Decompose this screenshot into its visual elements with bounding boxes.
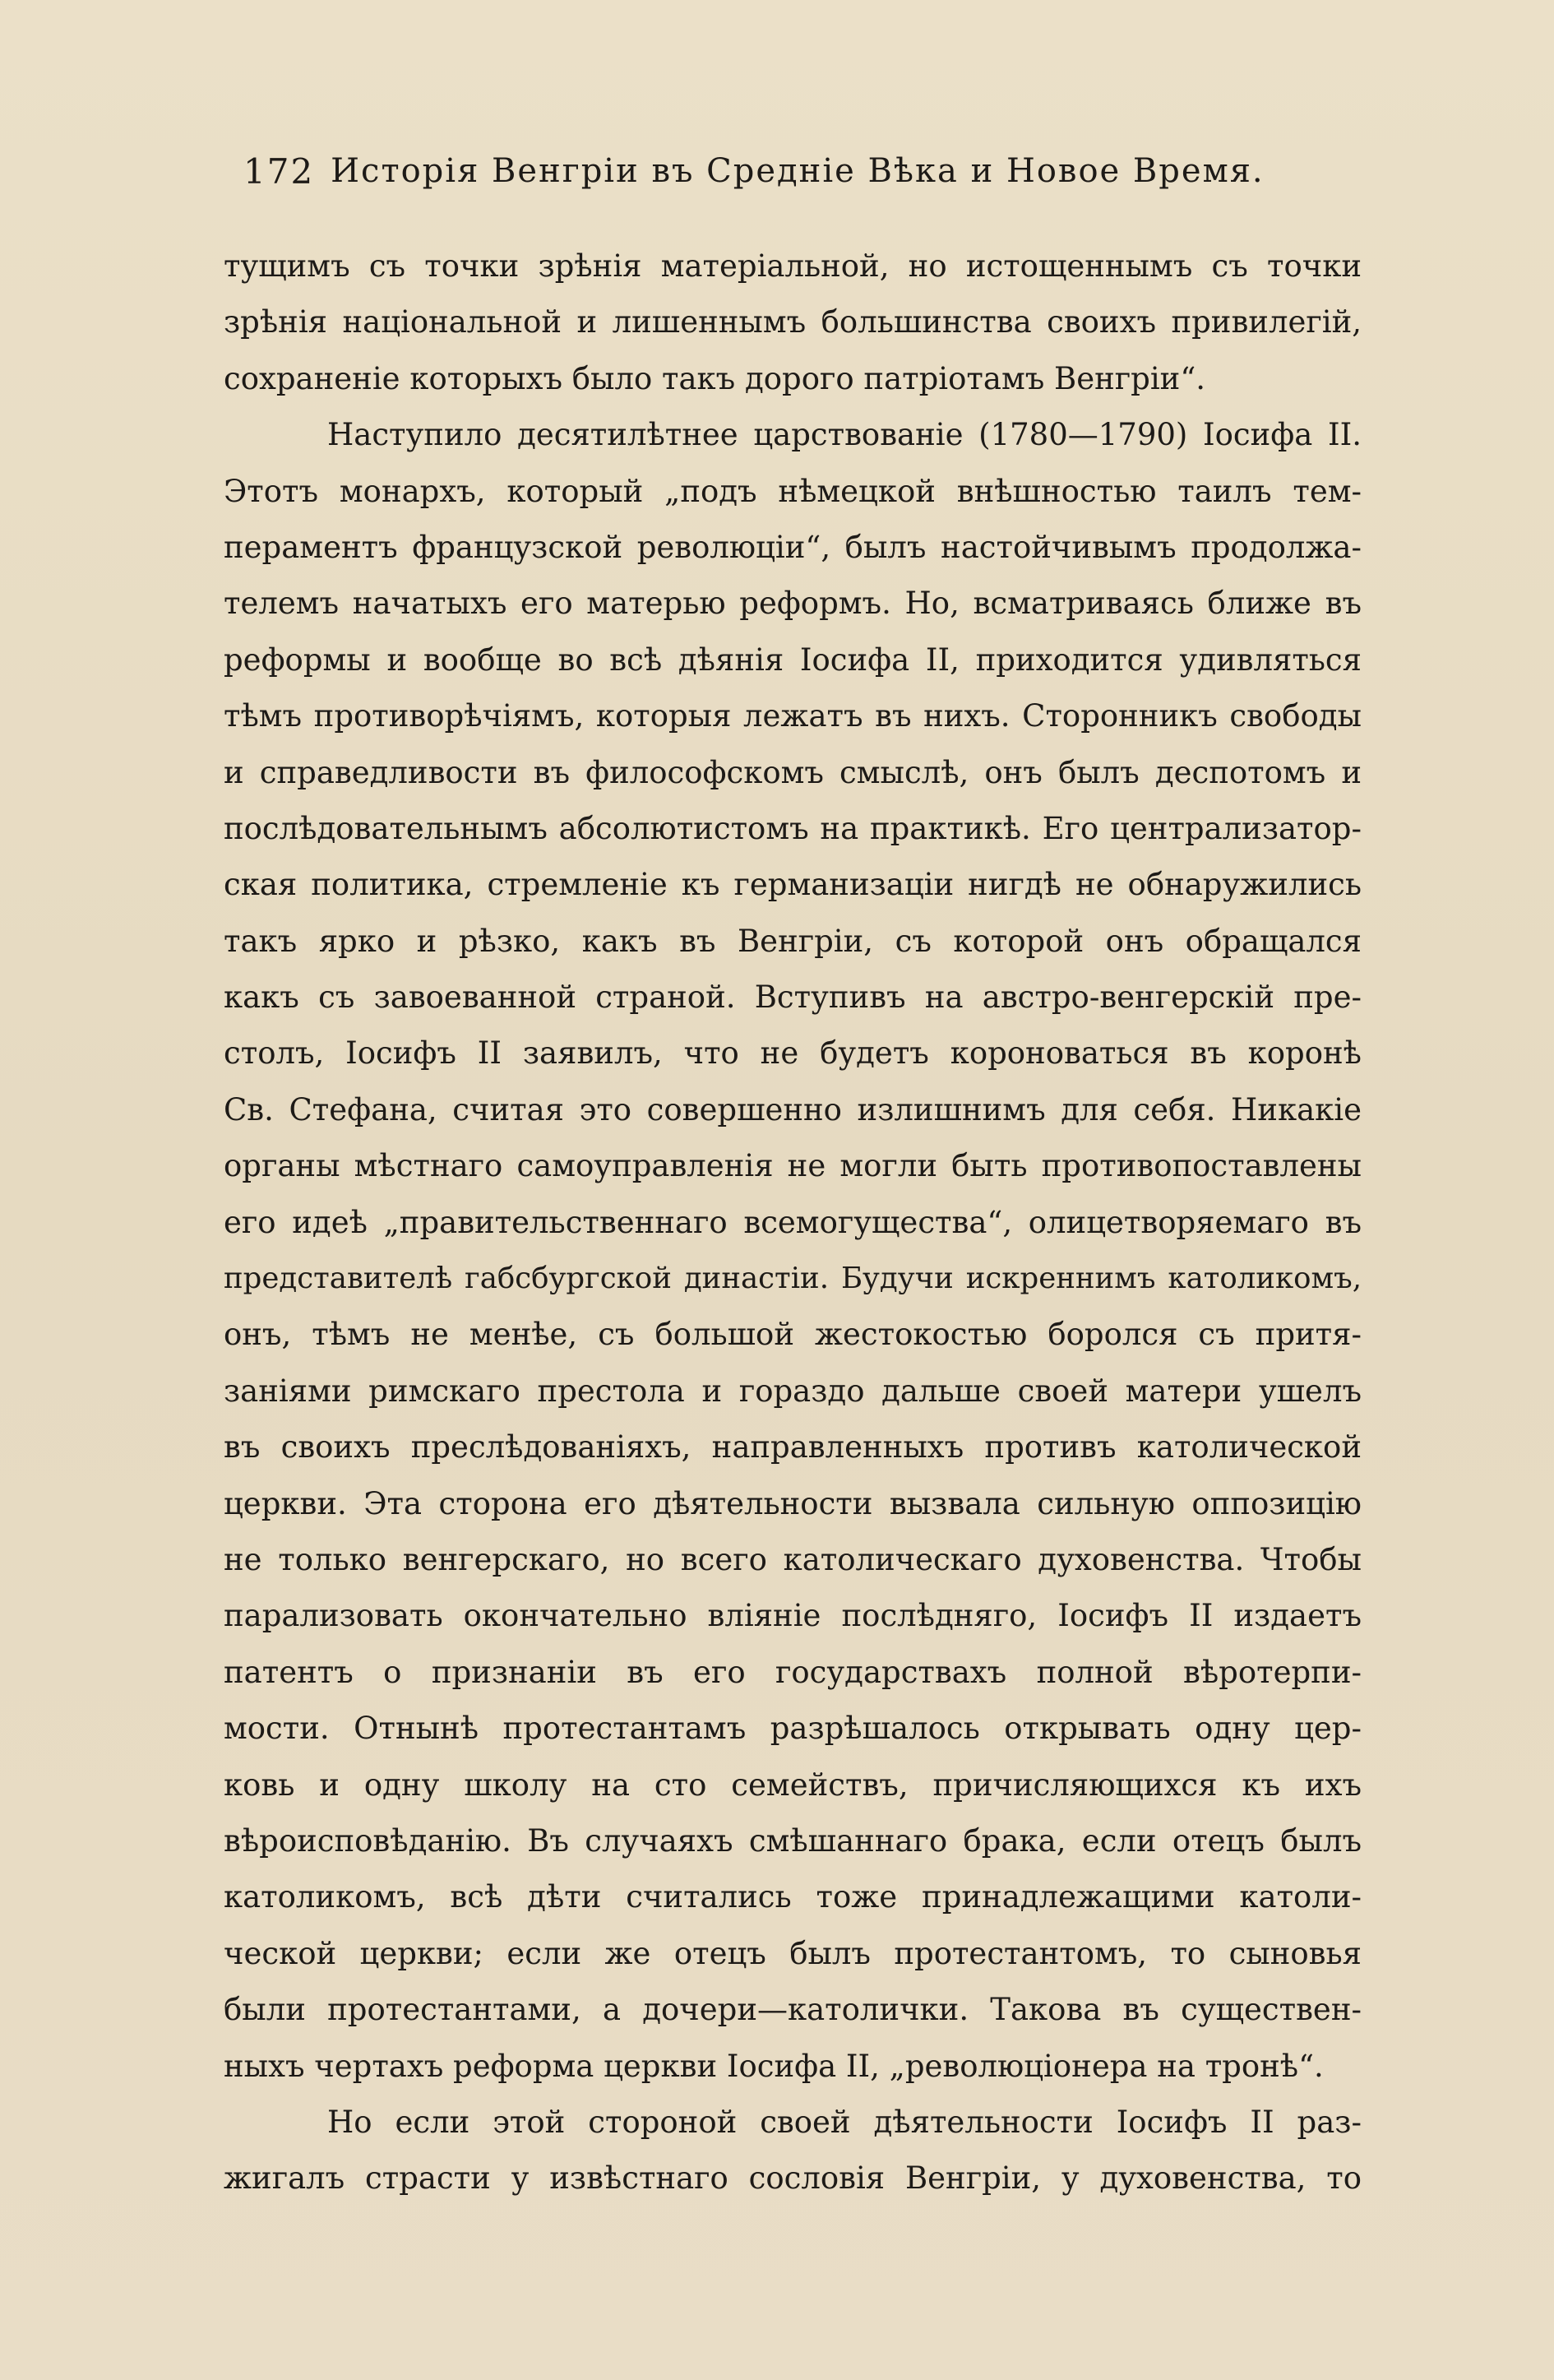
text-line: и справедливости въ философскомъ смыслѣ, онъ былъ деспотомъ и (224, 754, 1362, 790)
text-line: сохраненіе которыхъ было такъ дорого патріотамъ Венгріи“. (224, 360, 1206, 396)
text-line: ская политика, стремленіе къ германизаціи нигдѣ не обнаружились (224, 867, 1362, 903)
running-title: Исторія Венгріи въ Средніе Вѣка и Новое Время. (331, 152, 1265, 190)
text-line: Св. Стефана, считая это совершенно излишнимъ для себя. Никакіе (224, 1091, 1362, 1127)
text-line: жигалъ страсти у извѣстнаго сословія Венгріи, у духовенства, то (224, 2160, 1362, 2197)
text-line: церкви. Эта сторона его дѣятельности вызвала сильную оппозицію (224, 1485, 1362, 1521)
body-text (224, 238, 1362, 2207)
text-line: реформы и вообще во всѣ дѣянія Іосифа II, приходится удивляться (224, 641, 1362, 678)
text-line: Наступило десятилѣтнее царствованіе (1780—1790) Іосифа II. (327, 417, 1362, 453)
text-line: ковь и одну школу на сто семействъ, причисляющихся къ ихъ (224, 1766, 1362, 1803)
page-number: 172 (243, 150, 315, 192)
text-line: телемъ начатыхъ его матерью реформъ. Но, всматриваясь ближе въ (224, 586, 1362, 622)
text-line: органы мѣстнаго самоуправленія не могли быть противопоставлены (224, 1148, 1362, 1184)
text-line: послѣдовательнымъ абсолютистомъ на практикѣ. Его централизатор- (224, 810, 1362, 846)
text-line: въ своихъ преслѣдованіяхъ, направленныхъ противъ католической (224, 1429, 1362, 1466)
page-header (243, 146, 1263, 196)
text-line: вѣроисповѣданію. Въ случаяхъ смѣшаннаго брака, если отецъ былъ (224, 1822, 1362, 1859)
text-line: мости. Отнынѣ протестантамъ разрѣшалось открывать одну цер- (224, 1711, 1362, 1747)
text-line: парализовать окончательно вліяніе послѣдняго, Іосифъ II издаетъ (224, 1598, 1362, 1634)
text-line: онъ, тѣмъ не менѣе, съ большой жестокостью боролся съ притя- (224, 1317, 1362, 1353)
text-line: Но если этой стороной своей дѣятельности Іосифъ II раз- (327, 2104, 1362, 2140)
text-line: его идеѣ „правительственнаго всемогущества“, олицетворяемаго въ (224, 1204, 1362, 1240)
text-line: столъ, Іосифъ II заявилъ, что не будетъ короноваться въ коронѣ (224, 1035, 1362, 1072)
text-line: зрѣнія національной и лишеннымъ большинства своихъ привилегій, (224, 304, 1362, 340)
text-line: такъ ярко и рѣзко, какъ въ Венгріи, съ которой онъ обращался (224, 923, 1362, 959)
text-line: не только венгерскаго, но всего католическаго духовенства. Чтобы (224, 1541, 1362, 1577)
text-line: патентъ о признаніи въ его государствахъ полной вѣротерпи- (224, 1654, 1362, 1690)
text-line: были протестантами, а дочери—католички. Такова въ существен- (224, 1992, 1362, 2028)
text-line: ныхъ чертахъ реформа церкви Іосифа II, „революціонера на тронѣ“. (224, 2048, 1324, 2084)
text-line: ческой церкви; если же отецъ былъ протестантомъ, то сыновья (224, 1935, 1362, 1971)
text-line: тущимъ съ точки зрѣнія матеріальной, но истощеннымъ съ точки (224, 248, 1362, 284)
text-line: заніями римскаго престола и гораздо дальше своей матери ушелъ (224, 1373, 1362, 1409)
text-line: представителѣ габсбургской династіи. Будучи искреннимъ католикомъ, (224, 1262, 1362, 1296)
text-line: какъ съ завоеванной страной. Вступивъ на австро-венгерскій пре- (224, 979, 1362, 1016)
text-line: тѣмъ противорѣчіямъ, которыя лежатъ въ нихъ. Сторонникъ свободы (224, 698, 1362, 734)
text-line: Этотъ монархъ, который „подъ нѣмецкой внѣшностью таилъ тем- (224, 473, 1362, 509)
text-line: пераментъ французской революціи“, былъ настойчивымъ продолжа- (224, 529, 1362, 565)
text-line: католикомъ, всѣ дѣти считались тоже принадлежащими католи- (224, 1879, 1362, 1915)
